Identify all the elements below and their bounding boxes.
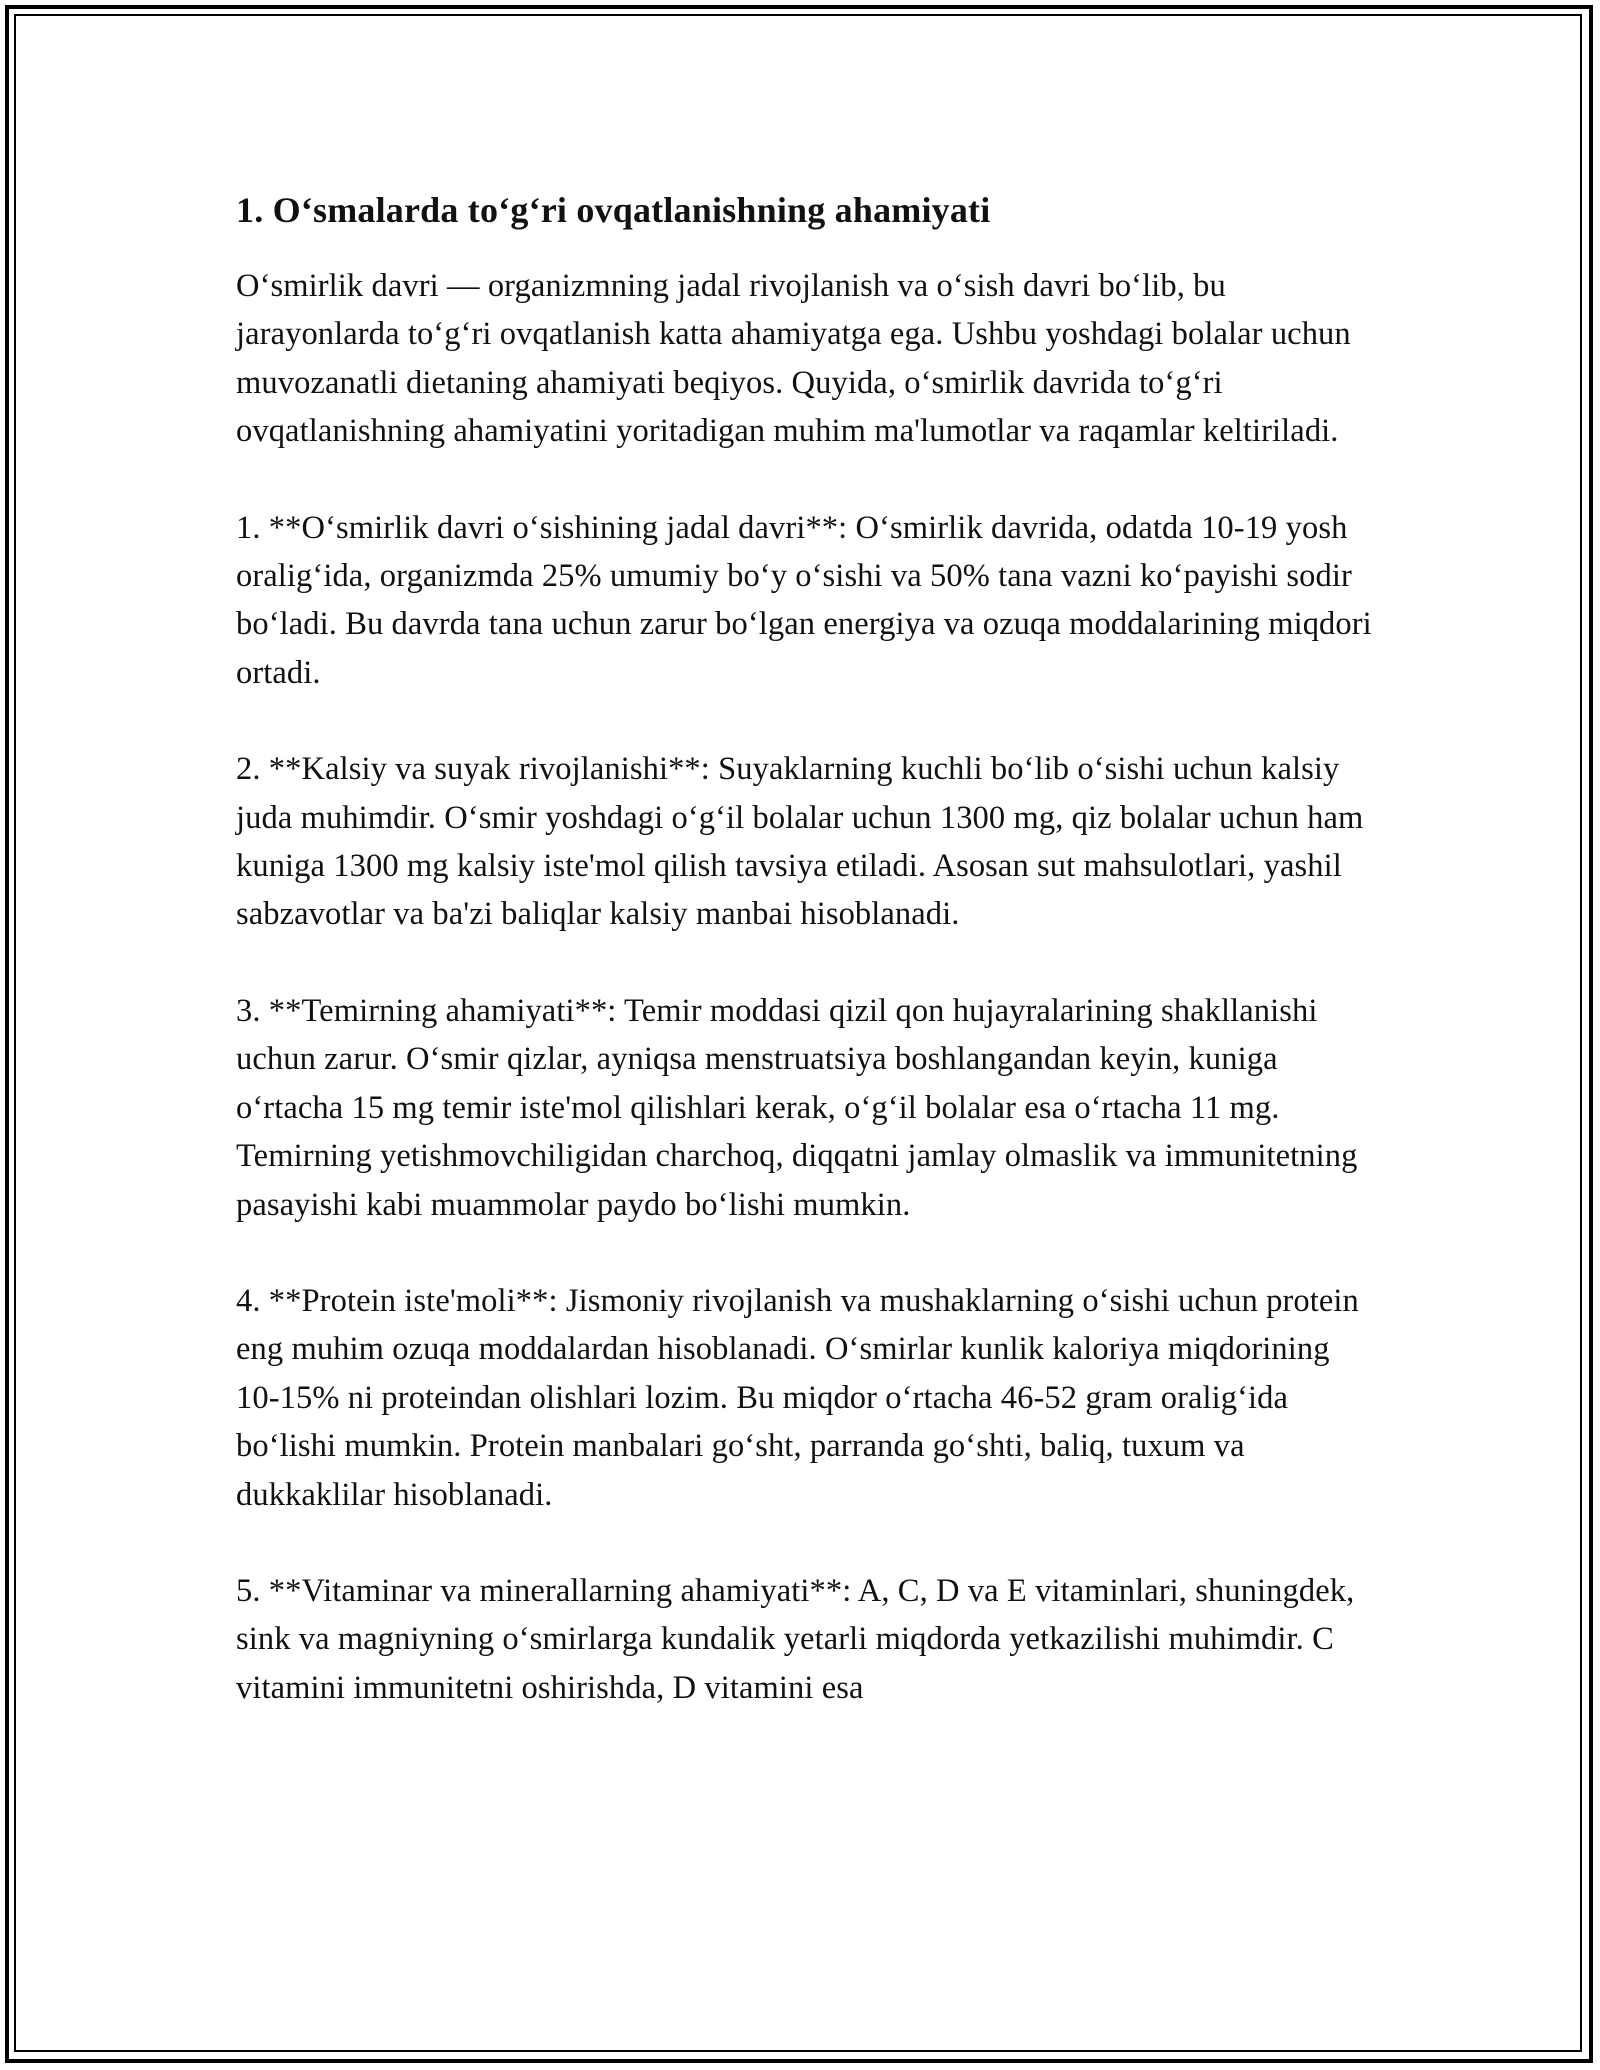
point-5-paragraph: 5. **Vitaminar va minerallarning ahamiyati**: A, C, D va E vitaminlari, shuningdek, sink va magniyning o‘smirlarga kundalik yetarli miqdorda yetkazilishi muhimdir. C vitamini immunitetni oshirishda, D vitamini esa [236,1572,1355,1706]
point-2-paragraph: 2. **Kalsiy va suyak rivojlanishi**: Suyaklarning kuchli bo‘lib o‘sishi uchun kalsiy juda muhimdir. O‘smir yoshdagi o‘g‘il bolalar uchun 1300 mg, qiz bolalar uchun ham kuniga 1300 mg kalsiy iste'mol qilish tavsiya etiladi. Asosan sut mahsulotlari, yashil sabzavotlar va ba'zi baliqlar kalsiy manbai hisoblanadi. [236,751,1364,933]
section-title: 1. O‘smalarda to‘g‘ri ovqatlanishning ahamiyati [236,190,991,230]
point-4-paragraph: 4. **Protein iste'moli**: Jismoniy rivojlanish va mushaklarning o‘sishi uchun protein eng muhim ozuqa moddalardan hisoblanadi. O‘smirlar kunlik kaloriya miqdorining 10-15% ni proteindan olishlari lozim. Bu miqdor o‘rtacha 46-52 gram oralig‘ida bo‘lishi mumkin. Protein manbalari go‘sht, parranda go‘shti, baliq, tuxum va dukkaklilar hisoblanadi. [236,1282,1359,1513]
document-body [236,180,1376,1760]
point-1-paragraph: 1. **O‘smirlik davri o‘sishining jadal davri**: O‘smirlik davrida, odatda 10-19 yosh oralig‘ida, organizmda 25% umumiy bo‘y o‘sishi va 50% tana vazni ko‘payishi sodir bo‘ladi. Bu davrda tana uchun zarur bo‘lgan energiya va ozuqa moddalarining miqdori ortadi. [236,509,1372,691]
intro-paragraph: O‘smirlik davri — organizmning jadal rivojlanish va o‘sish davri bo‘lib, bu jarayonlarda to‘g‘ri ovqatlanish katta ahamiyatga ega. Ushbu yoshdagi bolalar uchun muvozanatli dietaning ahamiyati beqiyos. Quyida, o‘smirlik davrida to‘g‘ri ovqatlanishning ahamiyatini yoritadigan muhim ma'lumotlar va raqamlar keltiriladi. [236,268,1351,450]
point-3-paragraph: 3. **Temirning ahamiyati**: Temir moddasi qizil qon hujayralarining shakllanishi uchun zarur. O‘smir qizlar, ayniqsa menstruatsiya boshlangandan keyin, kuniga o‘rtacha 15 mg temir iste'mol qilishlari kerak, o‘g‘il bolalar esa o‘rtacha 11 mg. Temirning yetishmovchiligidan charchoq, diqqatni jamlay olmaslik va immunitetning pasayishi kabi muammolar paydo bo‘lishi mumkin. [236,992,1358,1223]
